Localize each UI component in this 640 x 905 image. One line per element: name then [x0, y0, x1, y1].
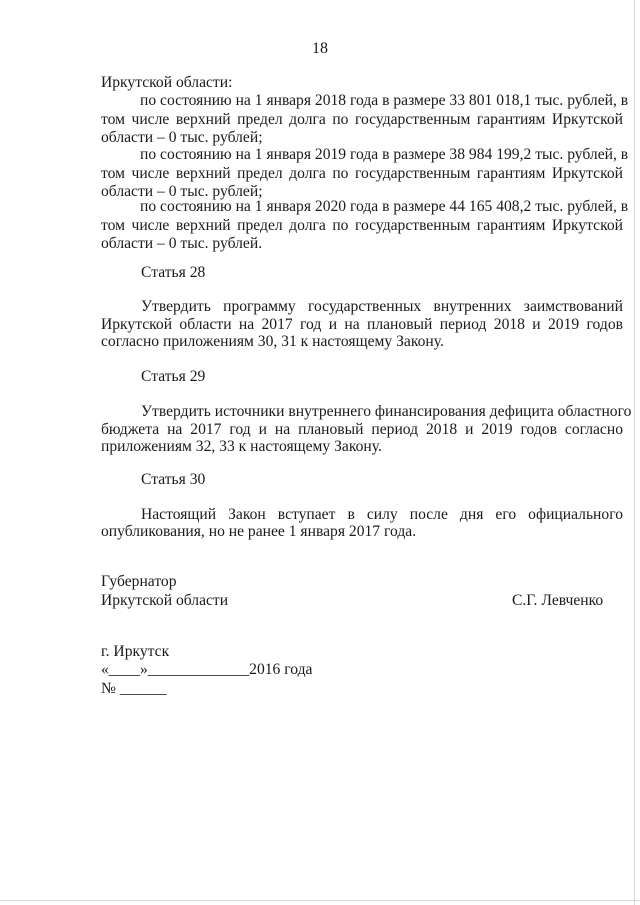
- debt-item-2-line-2: том числе верхний предел долга по государственным гарантиям Иркутской: [101, 165, 623, 182]
- date-line: «____»_____________2016 года: [101, 661, 313, 678]
- debt-item-2-line-1: по состоянию на 1 января 2019 года в размере 38 984 199,2 тыс. рублей, в: [140, 146, 629, 163]
- article-28-line-3: согласно приложениям 30, 31 к настоящему Закону.: [101, 333, 444, 350]
- article-29-heading: Статья 29: [141, 368, 206, 385]
- article-29-line-2: бюджета на 2017 год и на плановый период 2018 и 2019 годов согласно: [101, 421, 623, 438]
- article-30-line-2: опубликования, но не ранее 1 января 2017 года.: [101, 523, 417, 540]
- debt-item-1-line-3: области – 0 тыс. рублей;: [101, 129, 263, 146]
- article-28-heading: Статья 28: [141, 264, 206, 281]
- scan-edge-bottom: [0, 900, 640, 901]
- article-28-line-2: Иркутской области на 2017 год и на плановый период 2018 и 2019 годов: [101, 316, 623, 333]
- article-29-line-1: Утвердить источники внутреннего финансирования дефицита областного: [141, 403, 632, 420]
- signatory-title-line-2: Иркутской области: [101, 592, 229, 609]
- debt-intro: Иркутской области:: [101, 74, 233, 91]
- signatory-name: С.Г. Левченко: [512, 592, 604, 609]
- city: г. Иркутск: [101, 643, 170, 660]
- article-29-line-3: приложениям 32, 33 к настоящему Закону.: [101, 438, 382, 455]
- article-28-line-1: Утвердить программу государственных внутренних заимствований: [141, 298, 623, 315]
- number-line: № ______: [101, 680, 167, 697]
- debt-item-3-line-3: области – 0 тыс. рублей.: [101, 235, 263, 252]
- article-30-line-1: Настоящий Закон вступает в силу после дня его официального: [141, 506, 623, 523]
- debt-item-3-line-2: том числе верхний предел долга по государственным гарантиям Иркутской: [101, 217, 623, 234]
- scan-edge-right: [634, 0, 635, 905]
- debt-item-1-line-2: том числе верхний предел долга по государственным гарантиям Иркутской: [101, 111, 623, 128]
- signatory-title-line-1: Губернатор: [101, 573, 177, 590]
- article-30-heading: Статья 30: [141, 471, 206, 488]
- debt-item-2-line-3: области – 0 тыс. рублей;: [101, 183, 263, 200]
- debt-item-1-line-1: по состоянию на 1 января 2018 года в размере 33 801 018,1 тыс. рублей, в: [140, 92, 629, 109]
- debt-item-3-line-1: по состоянию на 1 января 2020 года в размере 44 165 408,2 тыс. рублей, в: [140, 198, 629, 215]
- page-number: 18: [312, 40, 328, 57]
